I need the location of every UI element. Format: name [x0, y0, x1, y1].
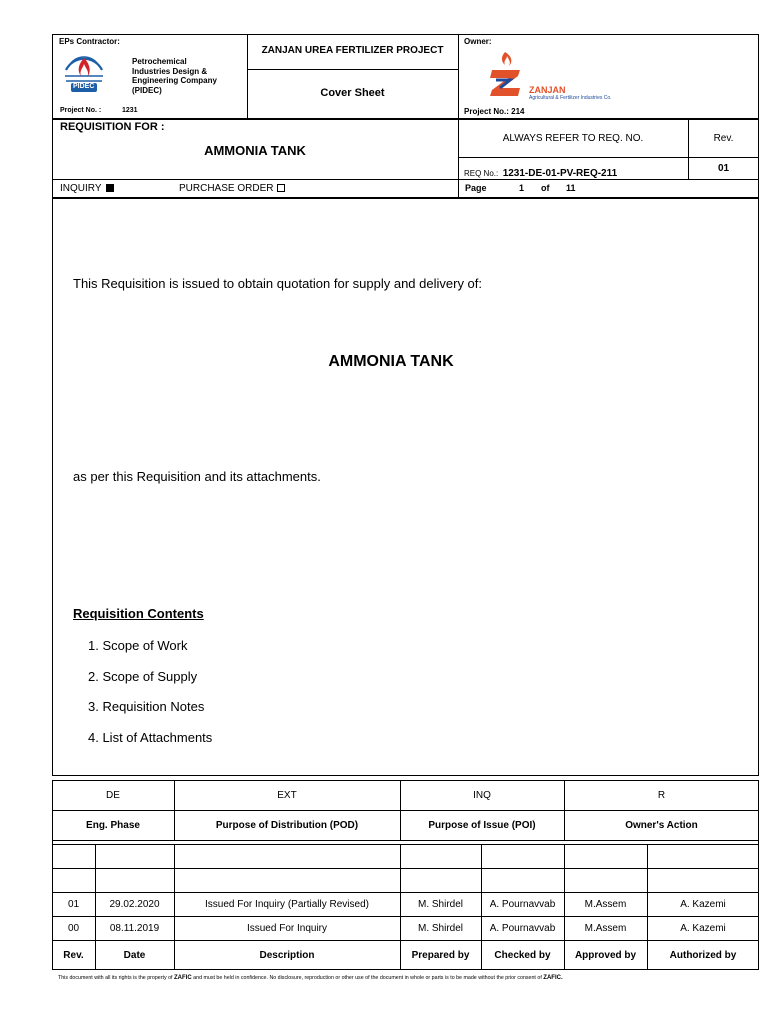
contractor-name: Petrochemical Industries Design & Engineering Company (PIDEC): [132, 57, 217, 95]
table-row-approved: M.Assem: [584, 899, 627, 910]
contractor-project-label: Project No. :: [60, 107, 102, 114]
col-header-approved: Approved by: [574, 950, 637, 961]
zanjan-logo-sub: Agricultural & Fertilizer Industries Co.: [529, 95, 612, 101]
code-poi: INQ: [473, 790, 491, 801]
owner-project: Project No.: 214: [464, 107, 525, 116]
col-header-rev: Rev.: [63, 950, 84, 961]
label-eng-phase: Eng. Phase: [86, 820, 140, 831]
table-row-rev: 01: [67, 899, 80, 910]
req-no: REQ No.: 1231-DE-01-PV-REQ-211: [464, 168, 618, 179]
table-row-prepared: M. Shirdel: [417, 899, 463, 910]
zanjan-logo: [488, 50, 528, 100]
outro-text: as per this Requisition and its attachments.: [73, 469, 321, 484]
zanjan-logo-name: ZANJAN: [529, 85, 566, 95]
page-no: 1: [519, 183, 525, 193]
col-header-authorized: Authorized by: [669, 950, 737, 961]
requisition-for-label: REQUISITION FOR :: [60, 121, 165, 133]
table-row-approved: M.Assem: [584, 923, 627, 934]
contents-item-2: 2. Scope of Supply: [88, 669, 198, 684]
inquiry-checkbox: INQUIRY: [60, 183, 114, 194]
page-total: 11: [566, 183, 576, 193]
intro-text: This Requisition is issued to obtain quotation for supply and delivery of:: [73, 276, 483, 291]
table-row-prepared: M. Shirdel: [417, 923, 463, 934]
code-pod: EXT: [277, 790, 297, 801]
contents-item-4: 4. List of Attachments: [88, 730, 213, 745]
rev-label: Rev.: [713, 132, 734, 144]
label-owner-action: Owner's Action: [625, 820, 698, 831]
rev-no: 01: [717, 162, 730, 174]
contractor-label: EPs Contractor:: [59, 37, 120, 46]
page-label: Page: [465, 183, 487, 193]
table-row-date: 08.11.2019: [109, 923, 160, 934]
table-row-authorized: A. Kazemi: [680, 899, 726, 910]
page-of: of: [541, 183, 550, 193]
project-title: ZANJAN UREA FERTILIZER PROJECT: [261, 44, 444, 56]
requisition-item: AMMONIA TANK: [204, 142, 306, 158]
unchecked-box-icon: [277, 184, 285, 192]
col-header-description: Description: [259, 950, 315, 961]
col-header-checked: Checked by: [494, 950, 551, 961]
table-row-description: Issued For Inquiry (Partially Revised): [205, 899, 369, 910]
pidec-logo-text: PIDEC: [73, 83, 95, 90]
table-row-checked: A. Pournavvab: [489, 899, 556, 910]
contents-item-1: 1. Scope of Work: [88, 638, 188, 653]
table-row-checked: A. Pournavvab: [489, 923, 556, 934]
col-header-prepared: Prepared by: [411, 950, 470, 961]
owner-label: Owner:: [464, 37, 492, 46]
sheet-title: Cover Sheet: [320, 87, 385, 99]
checked-box-icon: [106, 184, 114, 192]
label-pod: Purpose of Distribution (POD): [215, 820, 359, 831]
disclaimer: This document with all its rights is the property of ZAFIC and must be held in confidence. No disclosure, reproduction or other use of the document in whole or parts is to be made without the prior consent of ZAFIC.: [58, 975, 563, 981]
col-header-date: Date: [123, 950, 146, 961]
code-owner-action: R: [657, 790, 666, 801]
contents-heading: Requisition Contents: [73, 606, 204, 621]
pidec-logo: [60, 52, 108, 100]
table-row-authorized: A. Kazemi: [680, 923, 726, 934]
label-poi: Purpose of Issue (POI): [428, 820, 536, 831]
code-eng-phase: DE: [106, 790, 120, 801]
refer-note: ALWAYS REFER TO REQ. NO.: [502, 132, 644, 144]
contractor-project-no: 1231: [122, 107, 138, 114]
table-row-description: Issued For Inquiry: [246, 923, 328, 934]
table-row-rev: 00: [67, 923, 80, 934]
contents-item-3: 3. Requisition Notes: [88, 699, 205, 714]
purchase-order-checkbox: PURCHASE ORDER: [179, 183, 285, 194]
body-title: AMMONIA TANK: [328, 353, 454, 370]
table-row-date: 29.02.2020: [109, 899, 160, 910]
